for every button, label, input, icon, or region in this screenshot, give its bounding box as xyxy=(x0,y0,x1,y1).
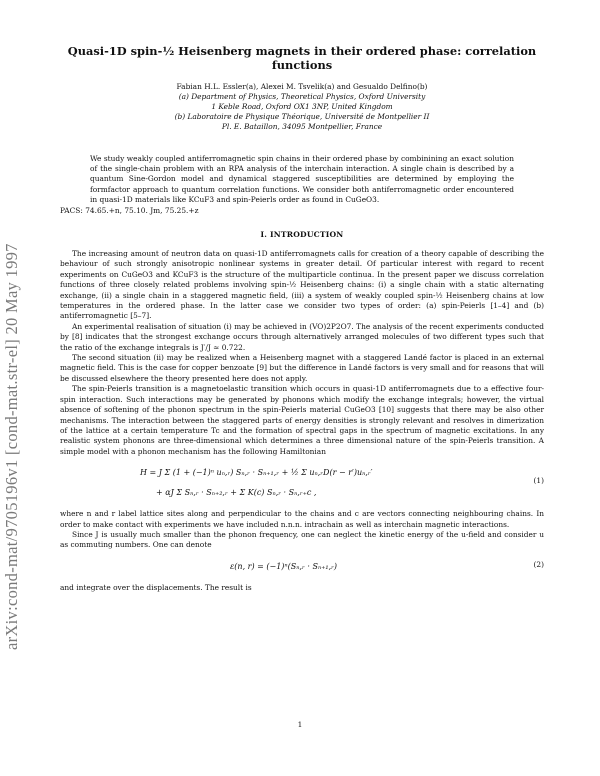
equation-2 xyxy=(60,557,544,577)
body-paragraph: where n and r label lattice sites along and perpendicular to the chains and c are vectors connecting neighbouring chains. In order to make contact with experiments we have included n.n.n. intrachain as well as interchain magnetic interactions. xyxy=(60,509,544,529)
section-heading: I. INTRODUCTION xyxy=(260,230,344,240)
equation-number: (1) xyxy=(533,476,544,486)
body-paragraph: An experimental realisation of situation (i) may be achieved in (VO)2P2O7. The analysis of the recent experiments conducted by [8] indicates that the strongest exchange occurs through alternatively arranged molecules of two different types such that the ratio of the exchange integrals is J′/J ≈ 0.722. xyxy=(60,321,544,352)
equation-1-line-1: H = J Σ (1 + (−1)ⁿ uₙ,ᵣ) Sₙ,ᵣ · Sₙ₊₁,ᵣ + ½ Σ uₙ,ᵣD(r − r′)uₙ,ᵣ′ xyxy=(140,468,373,478)
body-paragraph: The spin-Peierls transition is a magnetoelastic transition which occurs in quasi-1D antiferromagnets due to a effective four-spin interaction. Such interactions may be generated by phonons which modify the exchange integrals; however, the virtual absence of softening of the phonon spectrum in the spin-Peierls material CuGeO3 [10] suggests that there may be also other mechanisms. The interaction between the staggered parts of energy densities is strongly relevant and resolves in dimerization of the lattice at a certain temperature Tc and the formation of spectral gaps in the spectrum of magnetic excitations. In any realistic system phonons are three-dimensional which determines a three dimensional nature of the spin-Peierls transition. A simple model with a phonon mechanism has the following Hamiltonian xyxy=(60,384,544,456)
equation-1 xyxy=(60,463,544,503)
abstract: We study weakly coupled antiferromagnetic spin chains in their ordered phase by combinining an exact solution of the single-chain problem with an RPA analysis of the interchain interaction. A single chain is described by a quantum Sine-Gordon model and dynamical staggered susceptibilities are determined by employing the formfactor approach to quantum correlation functions. We consider both antiferromagnetic order encountered in quasi-1D materials like KCuF3 and spin-Peierls order as found in CuGeO3. xyxy=(90,154,514,204)
equation-2-body: ε(n, r) = (−1)ⁿ(Sₙ,ᵣ · Sₙ₊₁,ᵣ) xyxy=(230,561,338,571)
affiliation-line: (b) Laboratoire de Physique Théorique, Université de Montpellier II xyxy=(174,112,430,121)
body-paragraph: The increasing amount of neutron data on quasi-1D antiferromagnets calls for creation of a theory capable of describing the behaviour of such strongly anisotropic nonlinear systems in greater detail. Of particular interest with regard to recent experiments on CuGeO3 and KCuF3 is the structure of the multiparticle continua. In the present paper we discuss correlation functions of three closely related problems involving spin-½ Heisenberg chains: (i) a single chain with a static alternating exchange, (ii) a single chain in a staggered magnetic field, (iii) a system of weakly coupled spin-½ Heisenberg chains at low temperatures in the ordered phase. In the latter case we consider two types of order: (a) spin-Peierls [1–4] and (b) antiferromagnetic [5–7]. xyxy=(60,249,544,321)
body-paragraph: and integrate over the displacements. The result is xyxy=(60,582,252,592)
author-block xyxy=(60,82,544,132)
paper-page xyxy=(60,44,544,593)
body-paragraph: Since J is usually much smaller than the phonon frequency, one can neglect the kinetic energy of the u-field and consider u as commuting numbers. One can denote xyxy=(60,529,544,550)
arxiv-sidebar xyxy=(2,150,42,650)
paper-title: Quasi-1D spin-½ Heisenberg magnets in their ordered phase: correlation functions xyxy=(67,44,537,72)
affiliation-line: (a) Department of Physics, Theoretical Physics, Oxford University xyxy=(178,92,426,101)
pacs-codes: PACS: 74.65.+n, 75.10. Jm, 75.25.+z xyxy=(60,206,199,216)
arxiv-identifier: arXiv:cond-mat/9705196v1 [cond-mat.str-el] 20 May 1997 xyxy=(2,243,21,650)
affiliation-line: Pl. E. Bataillon, 34095 Montpellier, France xyxy=(221,122,383,131)
equation-1-line-2: + αJ Σ Sₙ,ᵣ · Sₙ₊₂,ᵣ + Σ K(c) Sₙ,ᵣ · Sₙ,ᵣ₊c , xyxy=(156,488,317,498)
body-paragraph: The second situation (ii) may be realized when a Heisenberg magnet with a staggered Landé factor is placed in an external magnetic field. This is the case for copper benzoate [9] but the difference in Landé factors is very small and for reasons that will be discussed elsewhere the theory presented here does not apply. xyxy=(60,353,544,383)
affiliation-line: 1 Keble Road, Oxford OX1 3NP, United Kingdom xyxy=(211,102,393,111)
author-list: Fabian H.L. Essler(a), Alexei M. Tsvelik(a) and Gesualdo Delfino(b) xyxy=(176,82,428,91)
page-number: 1 xyxy=(297,720,303,729)
equation-number: (2) xyxy=(533,559,544,569)
